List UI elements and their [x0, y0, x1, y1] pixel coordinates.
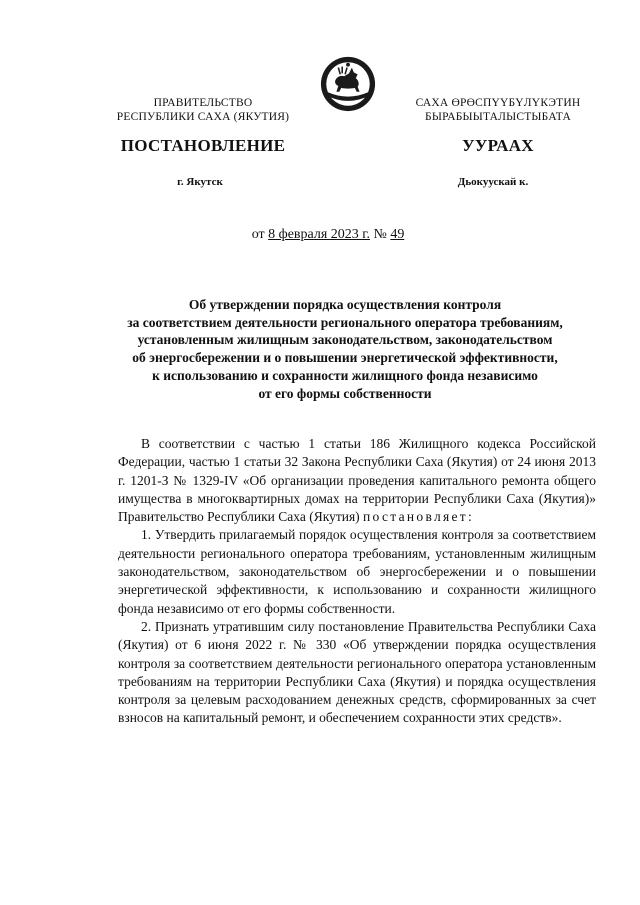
government-name-yakut [383, 96, 613, 124]
document-type-yakut: УУРААХ [462, 136, 534, 155]
city-yakut: Дьокуускай к. [457, 176, 529, 188]
document-title [95, 296, 595, 402]
preamble-paragraph [118, 435, 596, 526]
title-line: к использованию и сохранности жилищного фонда независимо [152, 367, 538, 383]
title-line: установленным жилищным законодательством, законодательством [137, 332, 553, 348]
document-date: 8 февраля 2023 г. [268, 227, 370, 242]
document-type-russian: ПОСТАНОВЛЕНИЕ [120, 136, 286, 155]
coat-of-arms-emblem [319, 55, 377, 113]
government-name-line: ПРАВИТЕЛЬСТВО [153, 97, 253, 109]
item-2-paragraph: 2. Признать утратившим силу постановление Правительства Республики Саха (Якутия) от 6 июня 2022 г. № 330 «Об утверждении порядка осуществления контроля за соответствием деятельности регионального оператора установленным требованиям на территории Республики Саха (Якутия) и порядка осуществления контроля за целевым расходованием денежных средств, сформированных за счет взносов на капитальный ремонт, и обеспечением сохранности этих средств». [118, 618, 596, 726]
item-1-paragraph: 1. Утвердить прилагаемый порядок осуществления контроля за соответствием деятельности регионального оператора требованиям, установленным жилищным законодательством, законодательством об энергосбережении и о повышении энергетической эффективности, к использованию и сохранности жилищного фонда независимо от его формы собственности. [118, 527, 596, 616]
number-prefix: № [373, 227, 387, 242]
preamble-text: В соответствии с частью 1 статьи 186 Жилищного кодекса Российской Федерации, частью 1 статьи 32 Закона Республики Саха (Якутия) от 24 июня 2013 г. 1201-З № 1329-IV «Об организации проведения капитального ремонта общего имущества в многоквартирных домах на территории Республики Саха (Якутия)» Правительство Республики Саха (Якутия) [118, 436, 596, 525]
document-date-line [0, 227, 640, 243]
government-name-line: САХА ӨРӨСПҮҮБҮЛҮКЭТИН [415, 97, 581, 109]
city-russian: г. Якутск [177, 176, 223, 188]
document-body [118, 435, 596, 728]
title-line: об энергосбережении и о повышении энергетической эффективности, [132, 350, 558, 366]
date-prefix: от [251, 227, 265, 242]
government-name-russian [88, 96, 318, 124]
document-number: 49 [390, 227, 405, 242]
title-line: за соответствием деятельности регионального оператора требованиям, [127, 314, 563, 330]
title-line: Об утверждении порядка осуществления контроля [188, 297, 502, 312]
government-name-line: РЕСПУБЛИКИ САХА (ЯКУТИЯ) [116, 111, 290, 123]
government-name-line: БЫРАБЫЫТАЛЫСТЫБАТА [425, 111, 571, 123]
title-line: от его формы собственности [258, 385, 432, 401]
preamble-verb: постановляет: [363, 509, 475, 525]
